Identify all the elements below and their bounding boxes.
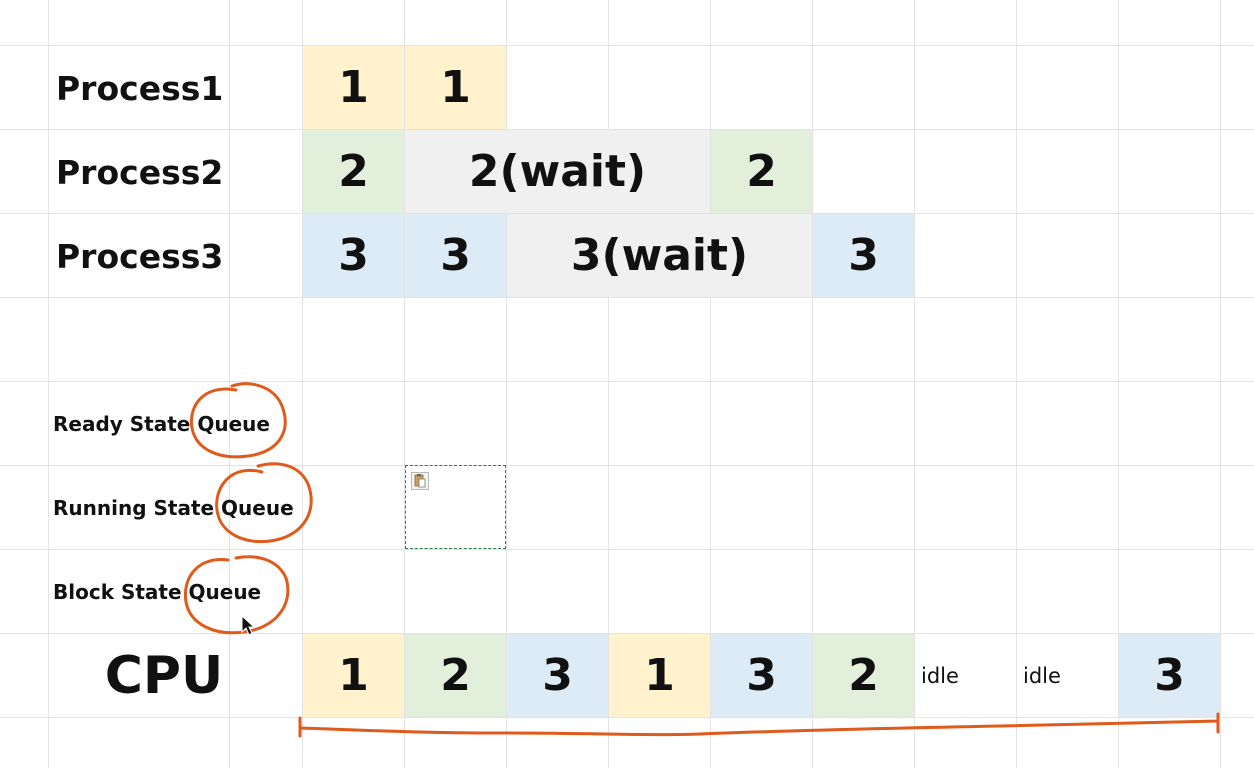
process3-cell[interactable]: 3 bbox=[813, 214, 914, 297]
process3-cell[interactable]: 3 bbox=[405, 214, 506, 297]
queue-word: Queue bbox=[188, 580, 262, 604]
process2-cell[interactable]: 2 bbox=[303, 130, 404, 213]
cpu-label[interactable]: CPU bbox=[104, 646, 224, 706]
process2-cell[interactable]: 2 bbox=[711, 130, 812, 213]
cpu-slot[interactable]: 2 bbox=[813, 634, 914, 717]
running-queue-label[interactable] bbox=[53, 466, 294, 550]
process1-cell[interactable]: 1 bbox=[405, 46, 506, 129]
queue-state-name: Block State bbox=[53, 580, 182, 604]
cpu-slot-idle[interactable]: idle bbox=[1023, 663, 1061, 688]
process2-label[interactable]: Process2 bbox=[56, 152, 224, 192]
cpu-slot[interactable]: 3 bbox=[711, 634, 812, 717]
cpu-slot[interactable]: 3 bbox=[507, 634, 608, 717]
process3-cell[interactable]: 3 bbox=[303, 214, 404, 297]
ready-queue-label[interactable] bbox=[53, 382, 270, 466]
cpu-slot-idle[interactable]: idle bbox=[921, 663, 959, 688]
process3-wait-cell[interactable]: 3(wait) bbox=[507, 214, 812, 297]
cpu-slot[interactable]: 3 bbox=[1119, 634, 1220, 717]
cpu-slot[interactable]: 2 bbox=[405, 634, 506, 717]
block-queue-label[interactable] bbox=[53, 550, 261, 634]
process2-wait-cell[interactable]: 2(wait) bbox=[405, 130, 710, 213]
process1-label[interactable]: Process1 bbox=[56, 68, 224, 108]
grid-line bbox=[1220, 0, 1221, 768]
cpu-slot[interactable]: 1 bbox=[303, 634, 404, 717]
process1-cell[interactable]: 1 bbox=[303, 46, 404, 129]
grid-line bbox=[48, 0, 49, 768]
cpu-slot[interactable]: 1 bbox=[609, 634, 710, 717]
paste-options-icon[interactable] bbox=[411, 472, 429, 490]
process3-label[interactable]: Process3 bbox=[56, 236, 224, 276]
queue-word: Queue bbox=[221, 496, 294, 520]
queue-state-name: Ready State bbox=[53, 412, 191, 436]
queue-word: Queue bbox=[197, 412, 270, 436]
queue-state-name: Running State bbox=[53, 496, 215, 520]
